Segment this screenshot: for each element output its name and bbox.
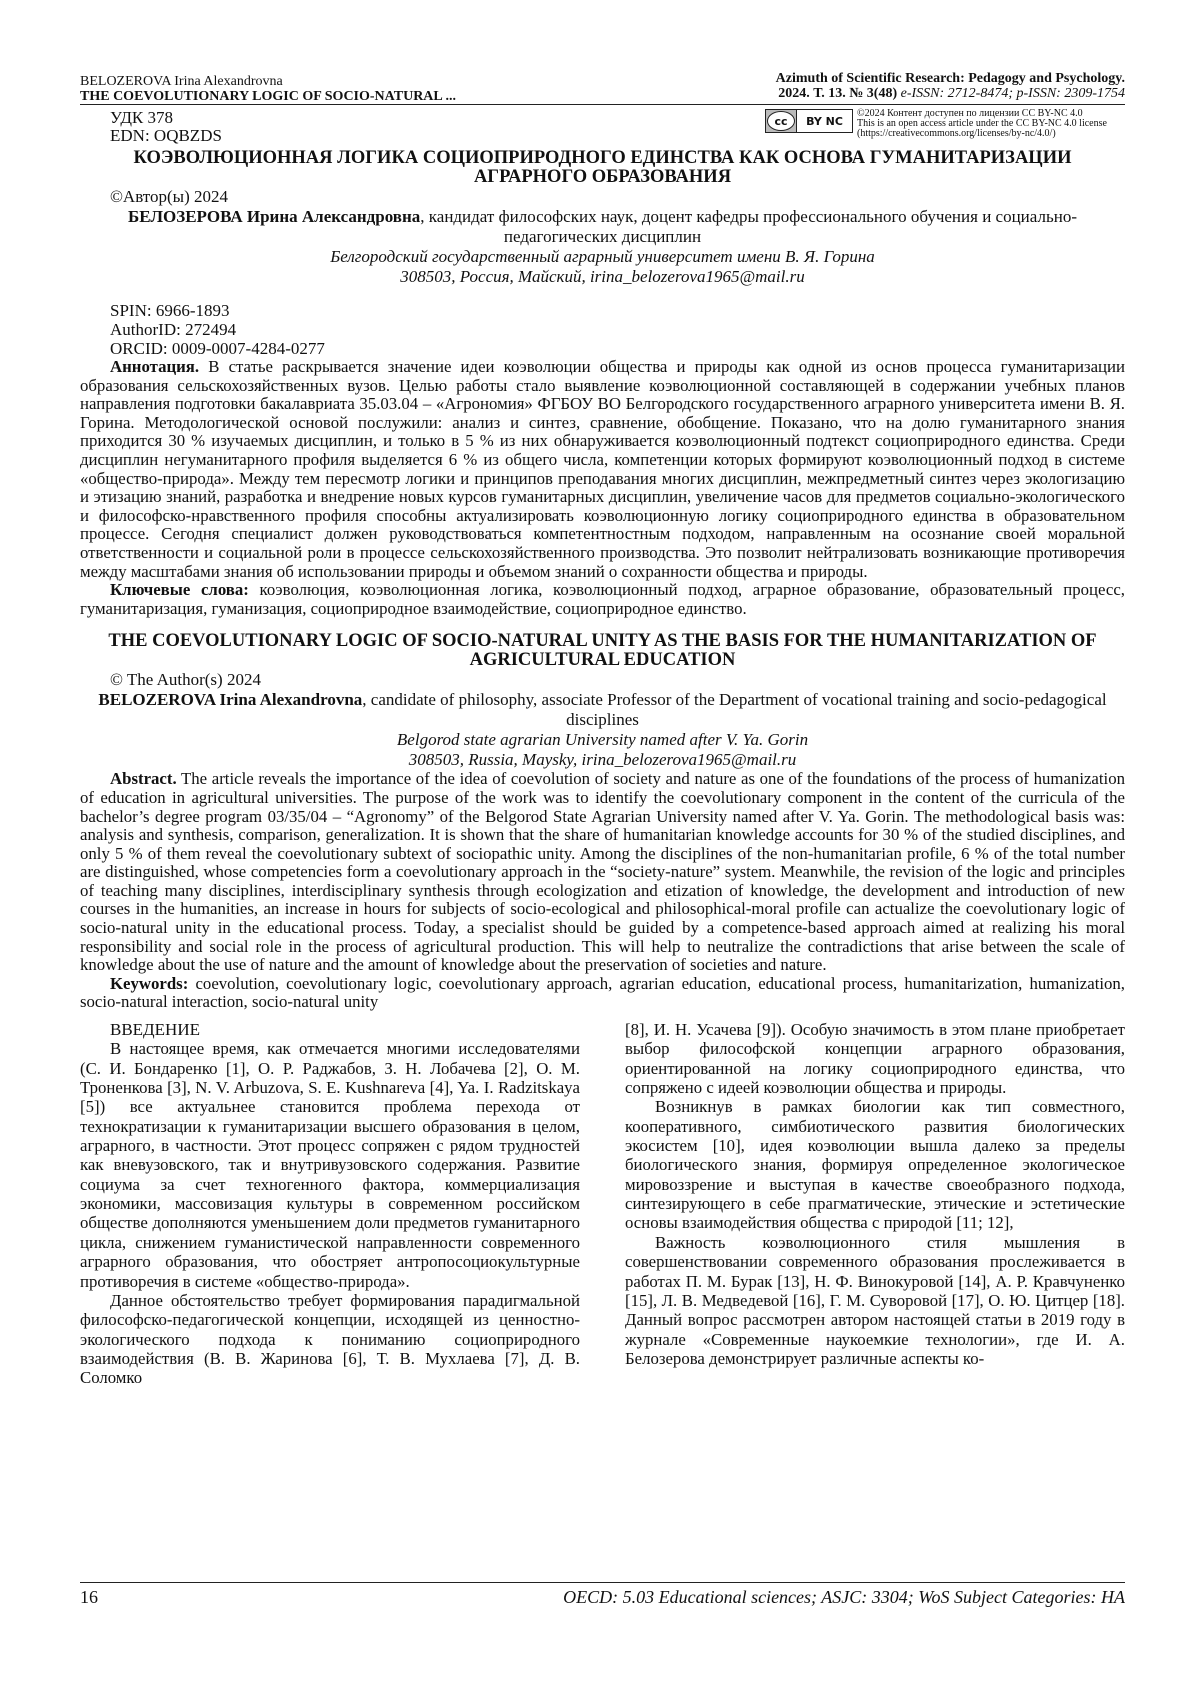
header-journal: Azimuth of Scientific Research: Pedagogy and Psychology. xyxy=(775,71,1125,86)
header-left xyxy=(80,74,456,104)
en-affiliation: Belgorod state agrarian University named after V. Ya. Gorin xyxy=(396,730,809,750)
ru-copyright: ©Автор(ы) 2024 xyxy=(110,187,228,206)
body-paragraph: В настоящее время, как отмечается многими исследователями (С. И. Бондаренко [1], О. Р. Раджабов, З. Н. Лобачева [2], О. М. Троненкова [3], N. V. Arbuzova, S. E. Kushnareva [4], Ya. I. Radzitskaya [5]) все актуальнее становится проблема перехода от технократизации к гуманитаризации высшего образования в целом, аграрного, в частности. Этот процесс сопряжен с рядом трудностей как вневузовского, так и внутривузовского содержания. Развитие социума за счет техногенного фактора, коммерциализация экономики, массовизация культуры в современном российском обществе дополняются уменьшением доли предметов гуманитарного цикла, снижением гуманистической направленности современного аграрного образования, что обостряет антропосоциокультурные противоречия в системе «общество-природа». xyxy=(80,1039,580,1291)
en-address: 308503, Russia, Maysky, irina_belozerova1965@mail.ru xyxy=(408,750,797,770)
spin-id: SPIN: 6966-1893 xyxy=(110,301,230,320)
en-keywords-text: coevolution, coevolutionary logic, coevolutionary approach, agrarian education, educational process, humanitarization, humanization, socio-natural interaction, socio-natural unity xyxy=(80,973,1125,1012)
subject-classification: OECD: 5.03 Educational sciences; ASJC: 3304; WoS Subject Categories: HA xyxy=(563,1587,1125,1607)
by-nc-badge-text: BY NC xyxy=(796,110,852,132)
right-column xyxy=(625,1020,1125,1388)
body-columns xyxy=(80,1020,1125,1388)
intro-heading: ВВЕДЕНИЕ xyxy=(110,1020,200,1040)
body-paragraph: [8], И. Н. Усачева [9]). Особую значимость в этом плане приобретает выбор философской концепции аграрного образования, ориентированной на логику социоприродного единства, что сопряжено с идеей коэволюции общества и природы. xyxy=(625,1020,1125,1098)
en-abstract-text: The article reveals the importance of the idea of coevolution of society and nature as one of the foundations of the process of humanization of education in agricultural universities. The purpose of the work was to identify the coevolutionary component in the content of the curricula of the bachelor’s degree program 03/35/04 – “Agronomy” of the Belgorod State Agrarian University named after V. Ya. Gorin. The methodological basis was: analysis and synthesis, comparison, generalization. It is shown that the share of humanitarian knowledge accounts for 30 % of the studied disciplines, and only 5 % of them reveal the coevolutionary subtext of sociopathic unity. Among the disciplines of the non-humanitarian profile, 6 % of the total number are distinguished, whose competencies form a coevolutionary approach in the “society-nature” system. Meanwhile, the revision of the logic and principles of teaching many disciplines, interdisciplinary synthesis through ecologization and etization of knowledge, the development and introduction of new courses in the humanities, an increase in hours for subjects of socio-ecological and philosophical-moral profile can actualize the coevolutionary logic of socio-natural unity in the educational process. Today, a specialist should be guided by a competence-based approach aimed at realizing his moral responsibility and social role in the process of agricultural production. This will help to neutralize the contradictions that arise between the scale of knowledge about the use of nature and the amount of knowledge about the preservation of societies and nature. xyxy=(80,769,1125,975)
en-author-name: BELOZEROVA Irina Alexandrovna xyxy=(98,690,363,710)
license-line: ©2024 Контент доступен по лицензии CC BY-NC 4.0 xyxy=(857,108,1083,119)
left-column xyxy=(80,1020,580,1388)
en-abstract xyxy=(80,770,1125,975)
license-link[interactable]: (https://creativecommons.org/licenses/by-nc/4.0/) xyxy=(857,128,1056,139)
ru-abstract-label: Аннотация. xyxy=(110,357,200,376)
ru-author-desc: , кандидат философских наук, доцент кафедры профессионального обучения и социально-педагогических дисциплин xyxy=(420,207,1077,246)
ru-abstract xyxy=(80,358,1125,581)
header-issn: e-ISSN: 2712-8474; p-ISSN: 2309-1754 xyxy=(900,86,1125,101)
ru-title: КОЭВОЛЮЦИОННАЯ ЛОГИКА СОЦИОПРИРОДНОГО ЕДИНСТВА КАК ОСНОВА ГУМАНИТАРИЗАЦИИ АГРАРНОГО ОБРАЗОВАНИЯ xyxy=(133,148,1072,187)
ru-author-name: БЕЛОЗЕРОВА Ирина Александровна xyxy=(128,207,421,226)
running-header xyxy=(80,60,1125,105)
cc-badge-text: cc xyxy=(767,111,795,131)
article-page xyxy=(80,60,1125,1388)
page-number: 16 xyxy=(80,1587,98,1607)
en-author-desc: , candidate of philosophy, associate Professor of the Department of vocational training and socio-pedagogical disciplines xyxy=(362,690,1107,730)
ru-address: 308503, Россия, Майский, irina_belozerova1965@mail.ru xyxy=(400,267,805,286)
license-text xyxy=(857,109,1177,139)
en-abstract-label: Abstract. xyxy=(110,769,177,789)
edn-code: EDN: OQBZDS xyxy=(110,126,222,145)
author-id: AuthorID: 272494 xyxy=(110,320,237,339)
ru-author xyxy=(80,207,1125,247)
header-right xyxy=(776,71,1125,101)
ru-keywords-text: коэволюция, коэволюционная логика, коэволюционный подход, аграрное образование, образовательный процесс, гуманитаризация, гуманизация, социоприродное взаимодействие, социоприродное единство. xyxy=(80,580,1125,618)
header-issue: 2024. Т. 13. № 3(48) xyxy=(778,86,898,101)
en-author xyxy=(80,690,1125,730)
ru-abstract-text: В статье раскрывается значение идеи коэволюции общества и природы как одной из основ процесса гуманитаризации образования сельскохозяйственных вузов. Целью работы стало выявление коэволюционной составляющей в содержании учебных планов направления подготовки бакалавриата 35.03.04 – «Агрономия» ФГБОУ ВО Белгородского государственного аграрного университета имени В. Я. Горина. Методологической основой послужили: анализ и синтез, сравнение, обобщение. Показано, что на долю гуманитарного знания приходится 30 % изучаемых дисциплин, и только в 5 % из них обнаруживается коэволюционный подтекст социоприродного единства. Среди дисциплин негуманитарного профиля выделяется 6 % из общего числа, компетенции которых формируют коэволюционный подход в системе «общество-природа». Между тем пересмотр логики и принципов преподавания многих дисциплин, межпредметный синтез через экологизацию и этизацию знаний, разработка и внедрение новых курсов гуманитарных дисциплин, увеличение часов для предметов социально-экологического и философско-нравственного профиля способны актуализировать коэволюционную логику социоприродного единства в образовательном процессе. Сегодня специалист должен руководствоваться компетентностным подходом, направленным на осознание своей моральной ответственности и социальной роли в процессе сельскохозяйственного производства. Это позволит нейтрализовать возникающие противоречия между масштабами знания об использовании природы и объемом знаний о сохранности общества и природы. xyxy=(80,357,1125,581)
author-ids xyxy=(80,301,1125,358)
ru-affiliation: Белгородский государственный аграрный университет имени В. Я. Горина xyxy=(330,247,875,266)
en-copyright: © The Author(s) 2024 xyxy=(110,670,261,690)
license-block xyxy=(765,109,1177,139)
header-author: BELOZEROVA Irina Alexandrovna xyxy=(80,74,283,89)
orcid-id: ORCID: 0009-0007-4284-0277 xyxy=(110,339,325,358)
cc-license-icon xyxy=(765,109,853,133)
body-paragraph: Возникнув в рамках биологии как тип совместного, кооперативного, симбиотического развития биологических экосистем [10], идея коэволюции вышла далеко за пределы биологического знания, формируя определенное экологическое мировоззрение и выступая в качестве своеобразного подхода, синтезирующего в себе прагматические, этические и эстетические основы взаимодействия общества с природой [11; 12], xyxy=(625,1097,1125,1233)
en-keywords-label: Keywords: xyxy=(110,973,189,993)
license-line: This is an open access article under the CC BY-NC 4.0 license xyxy=(857,118,1107,129)
ru-keywords-label: Ключевые слова: xyxy=(110,580,249,600)
page-footer xyxy=(80,1582,1125,1607)
udk-code: УДК 378 xyxy=(110,108,174,127)
article-meta xyxy=(80,109,1125,147)
header-running-title: THE COEVOLUTIONARY LOGIC OF SOCIO-NATURAL ... xyxy=(80,89,456,104)
body-paragraph: Важность коэволюционного стиля мышления в совершенствовании современного образования прослеживается в работах П. М. Бурак [13], Н. Ф. Винокуровой [14], А. Р. Кравчуненко [15], Л. В. Медведевой [16], Г. М. Суворовой [17], О. Ю. Цитцер [18]. Данный вопрос рассмотрен автором настоящей статьи в 2019 году в журнале «Современные наукоемкие технологии», где И. А. Белозерова демонстрирует различные аспекты ко- xyxy=(625,1232,1125,1368)
ru-keywords xyxy=(80,581,1125,618)
en-keywords xyxy=(80,975,1125,1012)
body-paragraph: Данное обстоятельство требует формирования парадигмальной философско-педагогической концепции, исходящей из ценностно-экологического подхода к пониманию социоприродного взаимодействия (В. В. Жаринова [6], Т. В. Мухлаева [7], Д. В. Соломко xyxy=(80,1290,580,1388)
en-title: THE COEVOLUTIONARY LOGIC OF SOCIO-NATURAL UNITY AS THE BASIS FOR THE HUMANITARIZATION OF AGRICULTURAL EDUCATION xyxy=(108,631,1097,671)
